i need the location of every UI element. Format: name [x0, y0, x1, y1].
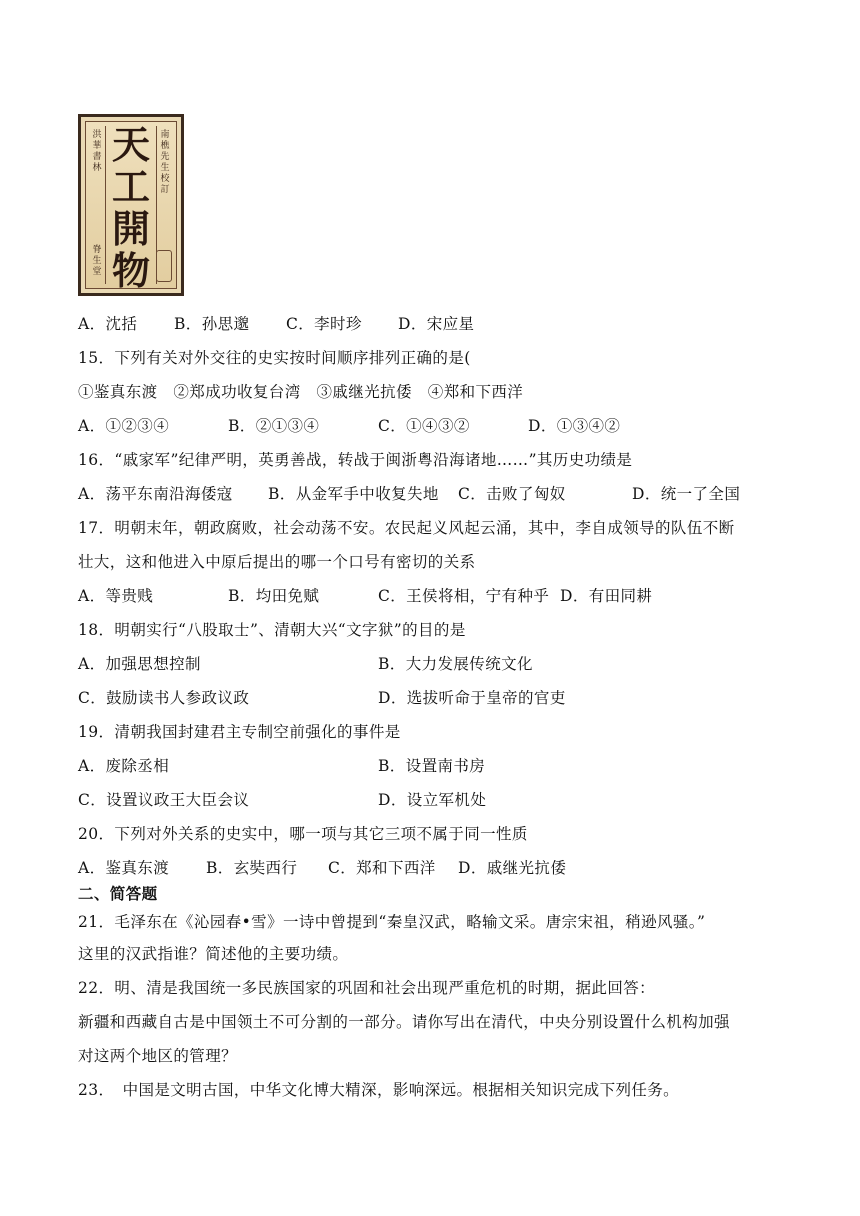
q16-option-a: A．荡平东南沿海倭寇: [78, 485, 233, 503]
tiangong-kaiwu-cover-image: [78, 114, 184, 296]
q18-option-d: D．选拔听命于皇帝的官吏: [378, 689, 566, 707]
q22-line1: 22．明、清是我国统一多民族国家的巩固和社会出现严重危机的时期，据此回答：: [78, 979, 656, 997]
q22-line3: 对这两个地区的管理？: [78, 1047, 238, 1065]
q14-option-a: A．沈括: [78, 315, 138, 333]
q15-option-b: B．②①③④: [228, 417, 320, 435]
q20-option-d: D．戚继光抗倭: [458, 859, 567, 877]
q19-option-b: B．设置南书房: [378, 757, 486, 775]
q20-option-c: C．郑和下西洋: [328, 859, 436, 877]
q20-option-b: B．玄奘西行: [206, 859, 298, 877]
q17-option-b: B．均田免赋: [228, 587, 320, 605]
q21-line2: 这里的汉武指谁？简述他的主要功绩。: [78, 945, 349, 963]
q16-option-c: C．击败了匈奴: [458, 485, 566, 503]
q14-option-d: D．宋应星: [398, 315, 475, 333]
cover-right-column: 南樵先生校訂: [156, 126, 173, 284]
q17-option-c: C．王侯将相，宁有种乎: [378, 587, 550, 605]
q20-stem: 20．下列对外关系的史实中，哪一项与其它三项不属于同一性质: [78, 825, 528, 843]
q16-option-b: B．从金军手中收复失地: [268, 485, 439, 503]
q15-option-d: D．①③④②: [528, 417, 621, 435]
q15-stem: 15．下列有关对外交往的史实按时间顺序排列正确的是(: [78, 349, 471, 367]
q14-option-c: C．李时珍: [286, 315, 362, 333]
q23-line1: 23． 中国是文明古国，中华文化博大精深，影响深远。根据相关知识完成下列任务。: [78, 1081, 680, 1099]
cover-left-column: 洪華書林 脊生堂: [89, 126, 106, 284]
q18-option-c: C．鼓励读书人参政议政: [78, 689, 250, 707]
q15-option-c: C．①④③②: [378, 417, 470, 435]
cover-title: 天 工 開 物: [111, 122, 150, 293]
q15-option-a: A．①②③④: [78, 417, 170, 435]
q21-line1: 21．毛泽东在《沁园春•雪》一诗中曾提到“秦皇汉武，略输文采。唐宗宋祖，稍逊风骚。”: [78, 913, 706, 931]
q18-option-a: A．加强思想控制: [78, 655, 201, 673]
q17-option-d: D．有田同耕: [560, 587, 653, 605]
q18-stem: 18．明朝实行“八股取士”、清朝大兴“文字狱”的目的是: [78, 621, 466, 639]
q17-stem-line1: 17．明朝末年，朝政腐败，社会动荡不安。农民起义风起云涌，其中，李自成领导的队伍不断: [78, 519, 735, 537]
q16-stem: 16．“戚家军”纪律严明，英勇善战，转战于闽浙粤沿海诸地……”其历史功绩是: [78, 451, 633, 469]
q15-items: ①鉴真东渡 ②郑成功收复台湾 ③戚继光抗倭 ④郑和下西洋: [78, 383, 524, 401]
q16-option-d: D．统一了全国: [632, 485, 741, 503]
q19-option-d: D．设立军机处: [378, 791, 487, 809]
q20-option-a: A．鉴真东渡: [78, 859, 170, 877]
cover-seal-stamp: [156, 250, 172, 282]
section-heading-short-answer: 二、简答题: [78, 884, 158, 903]
q22-line2: 新疆和西藏自古是中国领土不可分割的一部分。请你写出在清代，中央分别设置什么机构加强: [78, 1013, 730, 1031]
q17-stem-line2: 壮大，这和他进入中原后提出的哪一个口号有密切的关系: [78, 553, 476, 571]
q19-option-c: C．设置议政王大臣会议: [78, 791, 250, 809]
q19-stem: 19．清朝我国封建君主专制空前强化的事件是: [78, 723, 401, 741]
q14-option-b: B．孙思邈: [174, 315, 250, 333]
q17-option-a: A．等贵贱: [78, 587, 154, 605]
q18-option-b: B．大力发展传统文化: [378, 655, 533, 673]
q19-option-a: A．废除丞相: [78, 757, 170, 775]
